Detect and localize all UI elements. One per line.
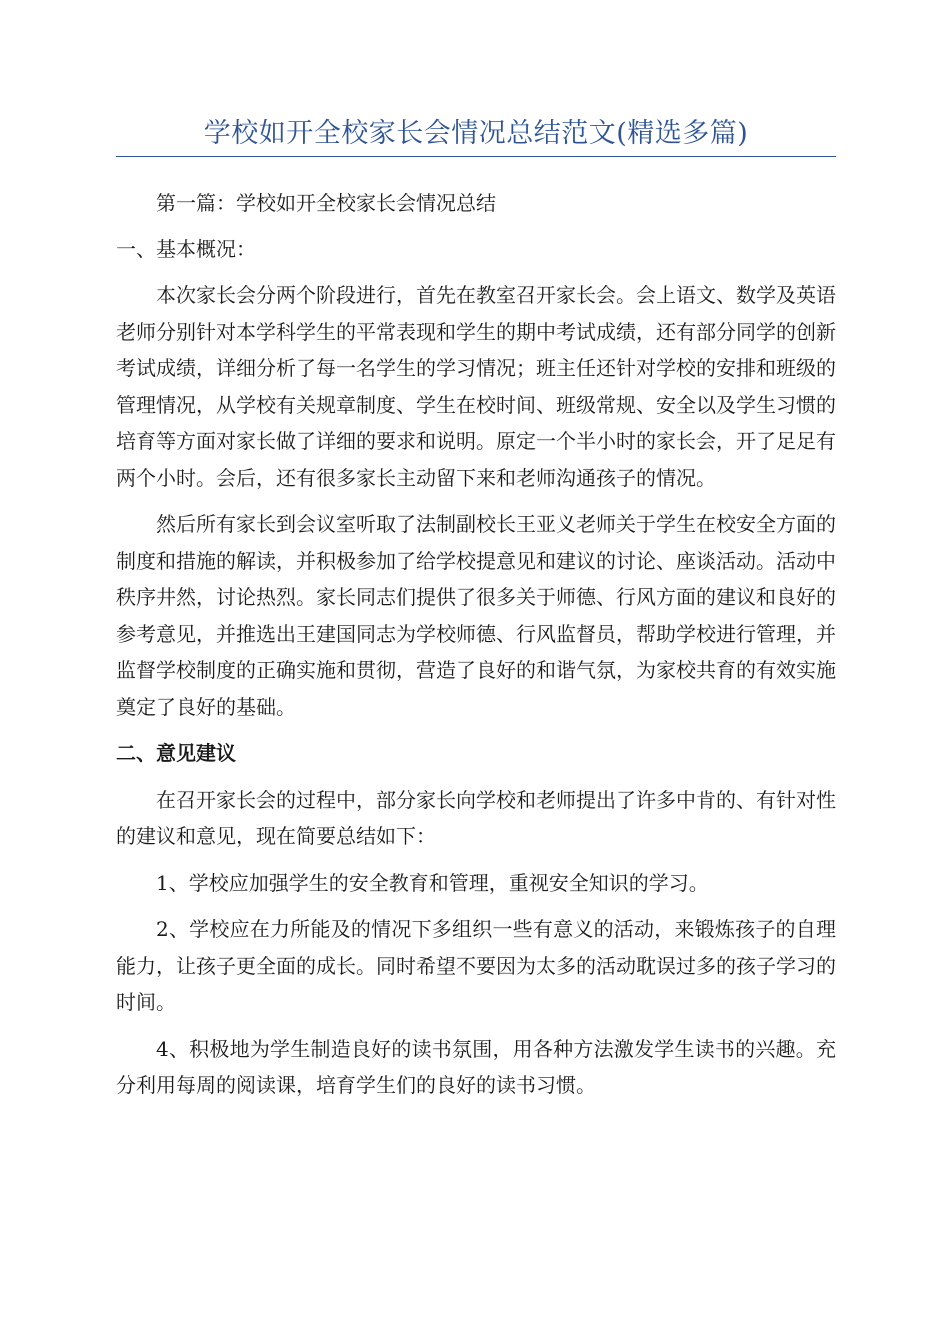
suggestion-item-4: 4、积极地为学生制造良好的读书氛围，用各种方法激发学生读书的兴趣。充分利用每周的阅读课，培育学生们的良好的读书习惯。: [116, 1036, 836, 1097]
article-title: 第一篇：学校如开全校家长会情况总结: [156, 191, 496, 215]
document-title: 学校如开全校家长会情况总结范文(精选多篇): [203, 118, 749, 149]
document-page: [116, 112, 836, 1104]
suggestion-item-2: 2、学校应在力所能及的情况下多组织一些有意义的活动，来锻炼孩子的自理能力，让孩子更全面的成长。同时希望不要因为太多的活动耽误过多的孩子学习的时间。: [116, 917, 836, 1014]
paragraph-suggestions-intro: 在召开家长会的过程中，部分家长向学校和老师提出了许多中肯的、有针对性的建议和意见，现在简要总结如下：: [116, 787, 836, 848]
paragraph-overview: 本次家长会分两个阶段进行，首先在教室召开家长会。会上语文、数学及英语老师分别针对本学科学生的平常表现和学生的期中考试成绩，还有部分同学的创新考试成绩，详细分析了每一名学生的学习情况；班主任还针对学校的安排和班级的管理情况，从学校有关规章制度、学生在校时间、班级常规、安全以及学生习惯的培育等方面对家长做了详细的要求和说明。原定一个半小时的家长会，开了足足有两个小时。会后，还有很多家长主动留下来和老师沟通孩子的情况。: [116, 283, 836, 490]
suggestion-item-1: 1、学校应加强学生的安全教育和管理，重视安全知识的学习。: [156, 870, 709, 895]
section-heading-overview: 一、基本概况：: [116, 236, 256, 261]
paragraph-safety-meeting: 然后所有家长到会议室听取了法制副校长王亚义老师关于学生在校安全方面的制度和措施的解读，并积极参加了给学校提意见和建议的讨论、座谈活动。活动中秩序井然，讨论热烈。家长同志们提供了很多关于师德、行风方面的建议和良好的参考意见，并推选出王建国同志为学校师德、行风监督员，帮助学校进行管理，并监督学校制度的正确实施和贯彻，营造了良好的和谐气氛，为家校共育的有效实施奠定了良好的基础。: [116, 512, 836, 719]
section-heading-suggestions: 二、意见建议: [116, 741, 236, 765]
title-underline: [116, 156, 836, 157]
